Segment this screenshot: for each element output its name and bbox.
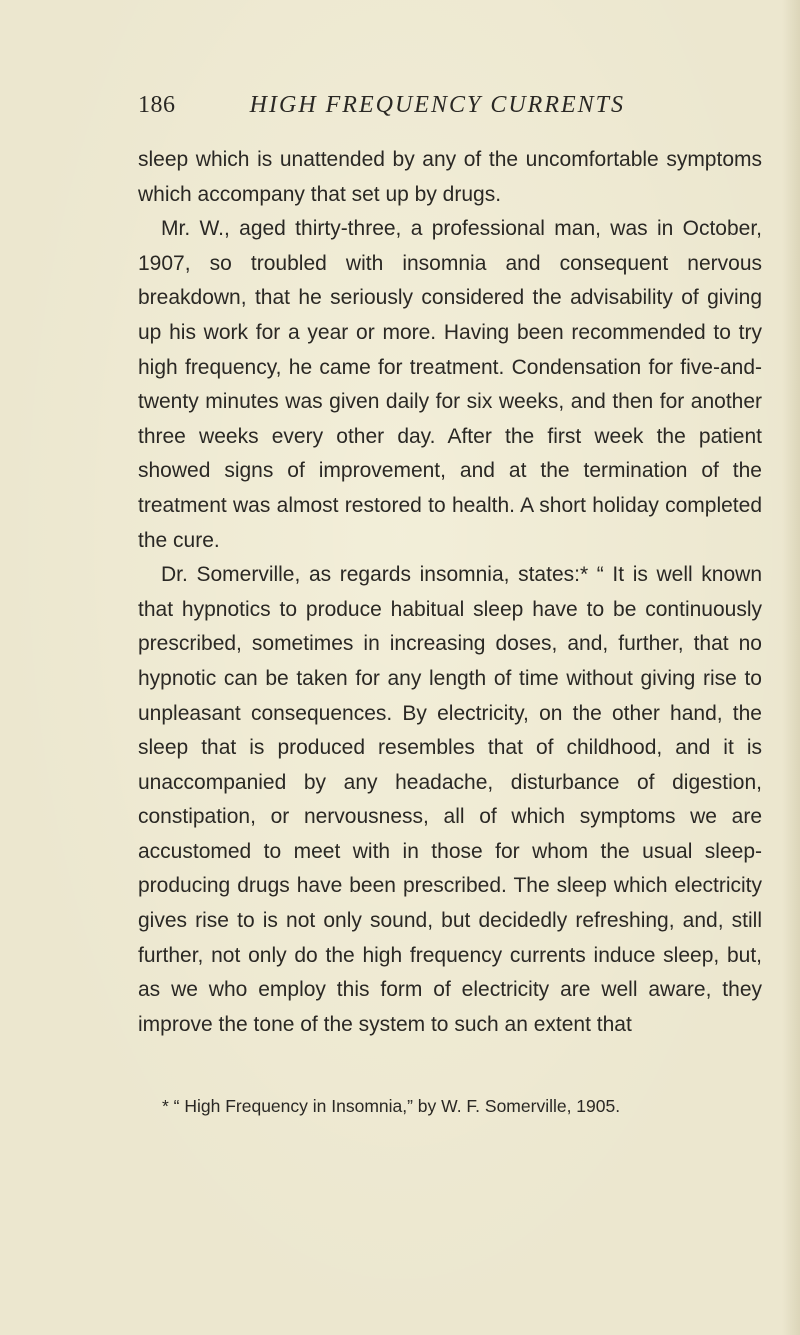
page-edge-shadow	[782, 0, 800, 1335]
footnote: * “ High Frequency in Insomnia,” by W. F. Somerville, 1905.	[162, 1096, 621, 1116]
paragraph-somerville-quote: Dr. Somerville, as regards insomnia, states:* “ It is well known that hypnotics to produce habitual sleep have to be continuously prescribed, sometimes in increasing doses, and, further, that no hypnotic can be taken for any length of time without giving rise to unpleasant consequences. By electricity, on the other hand, the sleep that is produced resembles that of childhood, and it is unaccompanied by any headache, disturbance of digestion, constipation, or nervousness, all of which symptoms we are accustomed to meet with in those for whom the usual sleep-producing drugs have been prescribed. The sleep which electricity gives rise to is not only sound, but decidedly refreshing, and, still further, not only do the high frequency currents induce sleep, but, as we who employ this form of electricity are well aware, they improve the tone of the system to such an extent that	[138, 563, 762, 1036]
running-title: HIGH FREQUENCY CURRENTS	[249, 92, 625, 118]
page-number: 186	[138, 92, 176, 118]
running-head	[138, 92, 625, 124]
body-text	[138, 143, 762, 1042]
paragraph-case-report: Mr. W., aged thirty-three, a professional man, was in October, 1907, so troubled with insomnia and consequent nervous breakdown, that he seriously considered the advisability of giving up his work for a year or more. Having been recommended to try high frequency, he came for treatment. Condensation for five-and-twenty minutes was given daily for six weeks, and then for another three weeks every other day. After the first week the patient showed signs of improvement, and at the termination of the treatment was almost restored to health. A short holiday completed the cure.	[138, 217, 762, 552]
paragraph-continuation: sleep which is unattended by any of the uncomfortable symptoms which accompany that set up by drugs.	[138, 148, 762, 206]
